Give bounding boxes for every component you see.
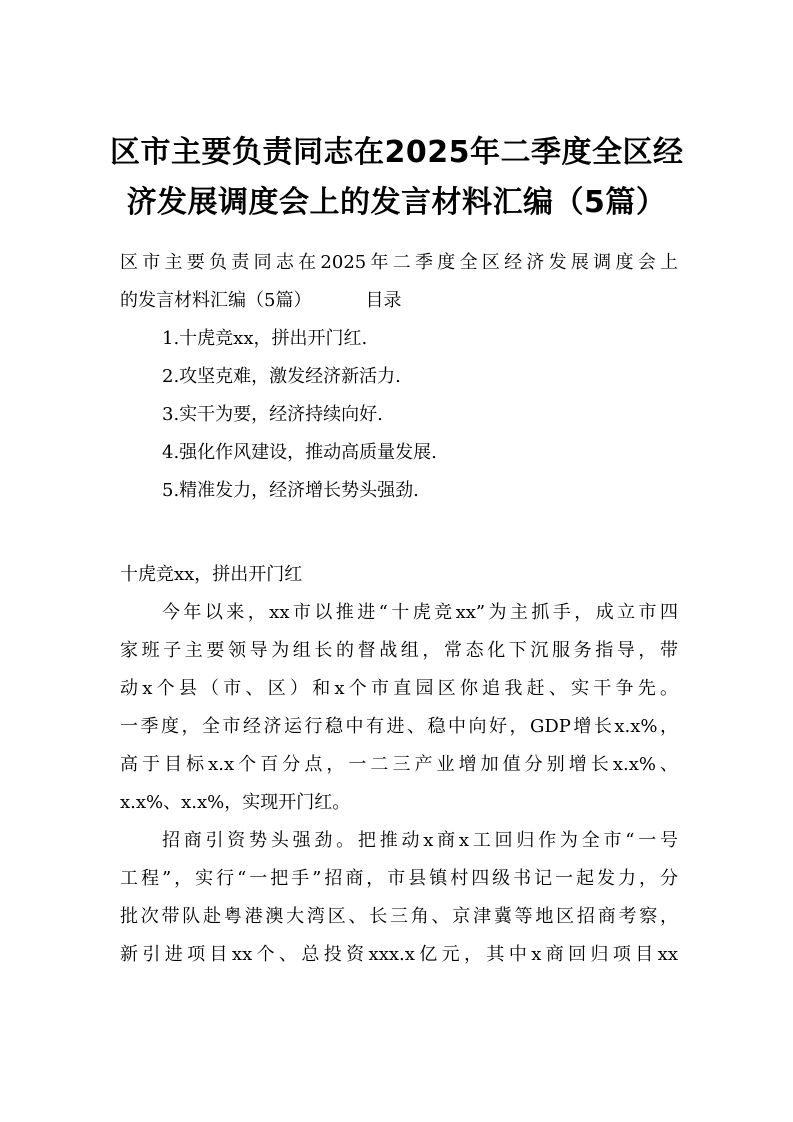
intro-text: 的发言材料汇编（5篇）: [120, 290, 312, 311]
paragraph-2-line-1: 招商引资势头强劲。把推动x商x工回归作为全市“一号: [162, 830, 678, 851]
paragraph-1-line-4: 一季度，全市经济运行稳中有进、稳中向好，GDP增长x.x%，: [120, 716, 678, 737]
toc-item-1: 1.十虎竞xx，拼出开门红.: [162, 328, 368, 349]
toc-item-3: 3.实干为要，经济持续向好.: [162, 404, 383, 425]
paragraph-1-line-6: x.x%、x.x%，实现开门红。: [120, 792, 351, 813]
paragraph-2-line-4: 新引进项目xx个、总投资xxx.x亿元，其中x商回归项目xx: [120, 944, 678, 965]
paragraph-1-line-1: 今年以来，xx市以推进“十虎竞xx”为主抓手，成立市四: [162, 602, 678, 623]
section-gap: [120, 510, 678, 556]
document-body: [120, 244, 678, 974]
toc-item-4: 4.强化作风建设，推动高质量发展.: [162, 442, 437, 463]
toc-item-2: 2.攻坚克难，激发经济新活力.: [162, 366, 401, 387]
intro-line-2: [120, 282, 678, 320]
paragraph-1-line-3: 动x个县（市、区）和x个市直园区你追我赶、实干争先。: [120, 678, 678, 699]
intro-line-1: 区市主要负责同志在2025年二季度全区经济发展调度会上: [120, 252, 678, 273]
toc-label: 目录: [365, 290, 402, 311]
table-of-contents: [120, 320, 678, 510]
title-line-1: 区市主要负责同志在2025年二季度全区经: [110, 135, 684, 170]
paragraph-1-line-2: 家班子主要领导为组长的督战组，常态化下沉服务指导，带: [120, 640, 678, 661]
paragraph-2-line-2: 工程”，实行“一把手”招商，市县镇村四级书记一起发力，分: [120, 868, 678, 889]
paragraph-1: [120, 594, 678, 822]
section-heading: 十虎竞xx，拼出开门红: [120, 564, 303, 585]
paragraph-2-line-3: 批次带队赴粤港澳大湾区、长三角、京津冀等地区招商考察，: [120, 906, 678, 927]
toc-item-5: 5.精准发力，经济增长势头强劲.: [162, 480, 419, 501]
paragraph-1-line-5: 高于目标x.x个百分点，一二三产业增加值分别增长x.x%、: [120, 754, 678, 775]
document-title: [110, 128, 683, 228]
paragraph-2: [120, 822, 678, 974]
title-line-2: 济发展调度会上的发言材料汇编（5篇）: [126, 185, 667, 220]
